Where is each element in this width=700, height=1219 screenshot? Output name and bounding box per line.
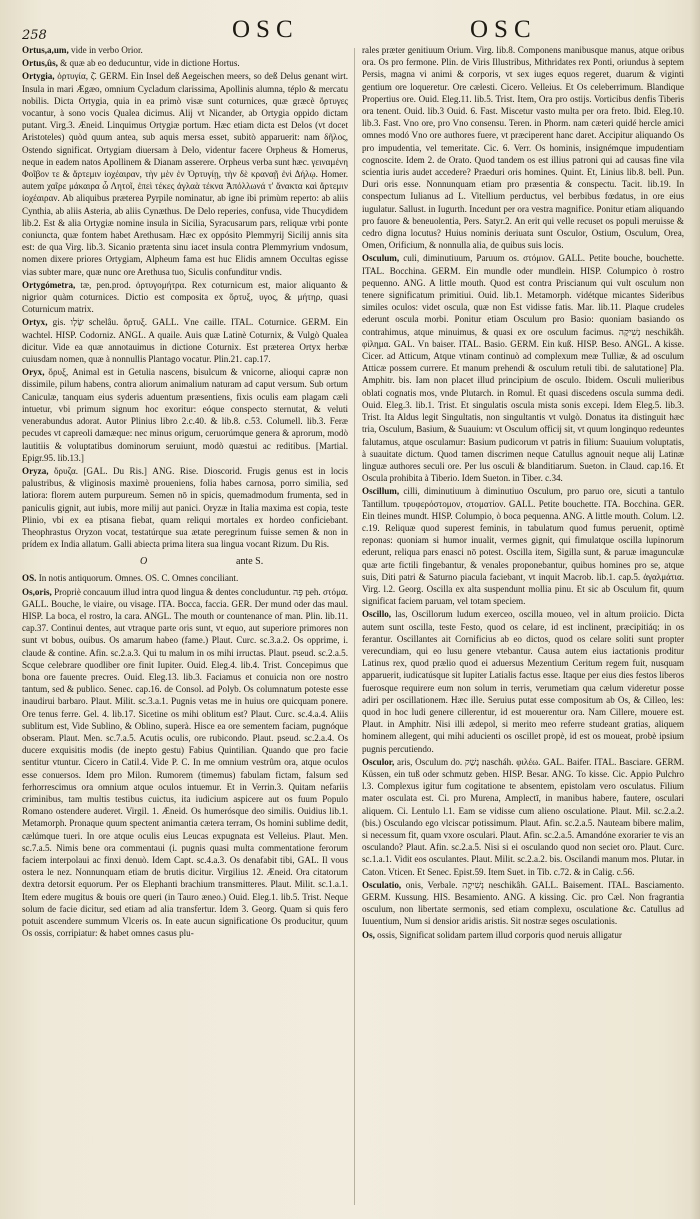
dictionary-entry xyxy=(22,465,348,550)
section-heading-label: ante S. xyxy=(236,556,264,568)
entry-definition: las, Oscillorum ludum exerceo, oscilla moueo, vel in altum proiicio. Dicta autem sunt oscilla, teste Festo, quod os celare, id est inclinent, præcipitiáq; in os ferantur. Oscillantes ait Cornificius ab eo dictos, quod os celare soliti sunt propter verecundiam, qui eo lusu genere vtebantur. Causa autem eius iactationis proditur Latinus rex, quod prælio quod ei aduersus Mezentium Ceritum regem fuit, nusquam apparuerit, iudicatúsque sit Iupiter Latialis factus esse. Itaque per eius dies festos liberos fuerosque requirere eum non solum in terris, verumetiam qua cælum videretur posse adiri per oscillationem. Hæc ille. Seruius putat esse compositum ab Os, & Cilleo, les: quod in hoc ludi genere cillerentur, id est mouerentur ora. Nam Cillere, mouere est. Plaut. in Amphitr. Nisi illi ædepol, si merito meo referre studeant gratias, aliquem hominem allegent, qui mihi aducienti os oscillet propè, id est os moueat, probè ipsium pugnis percutiendo. xyxy=(362,609,684,754)
entry-definition: ossis, Significat solidam partem illud corporis quod neruis alligatur xyxy=(377,929,622,940)
dictionary-entry xyxy=(362,608,684,754)
entry-headword: Oryza, xyxy=(22,465,49,476)
entry-headword: Osculum, xyxy=(362,253,400,264)
dictionary-entry xyxy=(22,366,348,464)
entry-headword: Oscillum, xyxy=(362,486,400,497)
entry-headword: Os, xyxy=(362,929,375,940)
entry-definition: ὀρτυγία, ζ̄. GERM. Ein Insel deß Aegeischen meers, so deß Delus genant wirt. Insula in mari Ægæo, omnium Cycladum clarissima, Apollinis alumna, téplo & mercatu nobilis. Dicta Ortygia, quia in ea primò visæ sunt coturnices, quæ græcè ὄρτυγες vocantur, à sono vocis Qualea dicimus. Alij vt Nicander, ab Ortygia oppido dictam putant. Virg.3. Æneid. Linquimus Ortygiæ portum. Hæc etiam dicta est Delos (vt docet Aristoteles) quòd quum antea, sub aquis mersa esset, subitò apparuerit: nam δῆλος, Ostendo significat. Ortygiam diuersam à Delo, videntur facere Orpheus & Homerus, neque in eadem natos Apollinem & Dianam asserere. Orpheus verba sunt hæc. γειναμένη Φοῖβον τε & ἄρτεμιν ἰοχέαιραν, τὴν μὲν ἐν Ὀρτυγίῃ, τὴν δὲ κραναῇ ἐνὶ Δήλῳ. Homer. autem χαῖρε μάκαιρα ὦ Λητοῖ, ἐπεὶ τέκες ἀγλαὰ τέκνα Ἀπόλλωνά τ' ἄνακτα καὶ ἄρτεμιν ἰοχέαιραν. Ab aliquibus præterea Pyrpile nominatur, ab igne ibi primùm reperto: ab aliis Cynthia, ab aliis Asteria, ab aliis Cynæthus. De Delo reperies, confusa, vide Thucydidem lib.2. Est & alia Ortygiæ nomine insula in Sicilia, Syracusarum pars, reliquæ vrbi ponte coniuncta, quæ fontem habet Arethusam. Hæc ex oppósito Plemmyrij Sicilij annis sita est: de qua Virg. lib.3. Sicanio prætenta sinu iacet insula contra Plemmyrium vndosum, nomen dixere priores Ortygiam, Alpheum fama est huc Elidis amnem Occultas egisse vias subter mare, quæ nunc ore Arethusa tuo, Siculis confunditur vndis. xyxy=(22,71,348,277)
entry-definition: culi, diminutiuum, Paruum os. στόμιον. GALL. Petite bouche, bouchette. ITAL. Bocchina. GERM. Ein mundle oder mundlein. HISP. Columpico ò rostro pequenno. ANG. A little mouth. Quod est contra Priscianum qui vult osculum non tenere significatum primitiui. Ouid. lib.1. Metamorph. vidétque micantes Sideribus similes oculos: videt oscula, quæ non Est vidisse fatis. Mar. lib.11. Plaque crudeles ederunt oscula morbi. Ponitur etiam Osculum pro Basio: quoniam basiando os contrahimus, atque minuimus, & quasi ex ore osculum facimus. נְשִׁיקָה neschikâh. φίλημα. GAL. Vn baiser. ITAL. Basio. GERM. Ein kuß. HISP. Beso. ANGL. A kisse. Cicer. ad Atticum, Atque vtinam continuò ad complexum meæ Tulliæ, & ad osculum Atticæ possem currere. Et manum prehendi & osculum retuli tibi. de salutatione] Pla. Amphitr. bis. Iam non placet illud principium de osculo. Ibidem. Osculi mulieribus oblati cognatis mos, vnde Plutarch. in Romul. Et quasi discedens oscula summa dedi. Ouid. Eleg.3. lib.1. Trist. Et singulatis oscula mista sonis excepi. Idem Eleg.5. lib.3. Trist. Ita Aldus legit Singultatis, non singultantis vt vulgò. Donatus ita distinguit hæc tria, Osculum, Basium, & Suauium: vt Osculum officij sit, vt quum longinquo redeuntes falutamus, atque osculamur: Basium pudicorum vt patris in filium: Suauium voluptatis, à suauitate dictum. Quod tamen discrimen neque Catullus agnouit neque alij Latinæ linguæ authores seculi ore. Per lus osculi & blanditiarum. Sueton. in Claud. cap.16. Et Oscula prohibita à Tiberio. Idem Sueton. in Tiber. c.34. xyxy=(362,253,684,484)
dictionary-entry xyxy=(22,586,348,940)
entry-headword: Oscillo, xyxy=(362,609,392,620)
section-heading-letter: O xyxy=(140,556,148,568)
left-column xyxy=(22,44,348,1213)
entry-headword: OS. xyxy=(22,573,37,584)
dictionary-entry xyxy=(22,316,348,365)
entry-headword: Ortygómetra, xyxy=(22,279,76,290)
dictionary-entry xyxy=(362,756,684,878)
entry-definition: ὄρυξ, Animal est in Getulia nascens, bisulcum & vnicorne, alioqui capræ non dissimile, pilum habens, contra aliorum animalium naturam ad caput versum. Sub ortum Caniculæ, tanquam eius syderis aduentum præsentiens, fixis oculis eam plagam cæli intuetur, vbi primum signum hoc exoritur: eóque conspecto sternutat, & veluti venerabundus adorat. Autor Plinius libro 2.c.40. & lib.8. c.53. Columell. lib.3. Feræ pecudes vt capreoli damæque: nec minus origum, ceruorúmque genera & aprorum, modò lautitiis & voluptatibus dominorum seruiunt, modò quæstui ac reditibus. [Martial. Epigr.95. lib.13.] xyxy=(22,367,348,463)
dictionary-entry xyxy=(362,485,684,607)
entry-headword: Ortyx, xyxy=(22,317,48,328)
entry-headword: Ortus,ûs, xyxy=(22,58,58,69)
page-header xyxy=(0,10,700,43)
entry-definition: onis, Verbale. נְשִׁיקָה neschikâh. GALL. Baisement. ITAL. Basciamento. GERM. Kussung. HIS. Besamiento. ANG. A kissing. Cic. pro Cæl. Non fragrantia osculum, non libertate sermonis, sed etiam complexu, osculatione &c. Catullus ad Iuuentium, Num si densior aridis aristis. Sit nostræ seges osculationis. xyxy=(362,879,684,927)
entry-definition: gis. שְׂלָו schelâu. ὄρτυξ. GALL. Vne caille. ITAL. Coturnice. GERM. Ein wachtel. HISP. Codorniz. ANGL. A quaile. Auis quæ Latinè Coturnix, & Vulgò Qualea dicitur. Vide ea quæ annotauimus in dictione Coturnix. Est præterea Ortyx herbæ cuiusdam nomen, quæ à nonnullis Plantago vocatur. Plin.21. cap.17. xyxy=(22,317,348,365)
dictionary-entry xyxy=(362,44,684,251)
entry-definition: rales præter genitiuum Orium. Virg. lib.8. Componens manibusque manus, atque oribus ora. Os pro fermone. Plin. de Viris Illustribus, Mithridates rex Ponti, oriundus à septem Persis, magna vi animi & corporis, vt sex iuges equos regeret, duarum & viginti gentium ore loqueretur. Ore cælesti. Cicero. Velleius. Et Os celeberrimum. Blandique Propertius ore. Ouid. Eleg.11. lib.5. Trist. Item, Ora pro ostijs. Vorticibus denfis Tiberis ora tenent. Ouid. lib.3 Ouid. 6. Fast. Miscetur vasto multa per ora freto. Ibid. Eleg.10. lib.3. Fast. Vno ore, pro Vno consensu. Teren. in Phorm. nam cæteri quidé hercle amici omnes modó Vno ore authores fuere, vt præciperent hanc daret. Accipitur aliquando Os pro impudentia, vel temeritate. Cic. 6. Verr. Os hominis, insignémque impudentiam cognoscite. Idem 2. de Orato. Quod tandem os est illius patroni qui ad causas fine vila scientia iuris audet accedere? Praeduri oris homines. Quint. Et, Linius lib.8. bell. Pun. Duri oris esse. Nonnunquam etiam pro præsentia & conspectu. Tacit. lib.19. In conspectum Iulianus ad L. Vitellium perductus, vel berbibus fœdatus, in ore eius iugulatur. Sallust. in Iugurth. Incedunt per ora vestra magnifice. Ponitur etiam aliquando pro fauore & beneuolentia, Pers. Satyr.2. An erit qui velle recuset os populi meruisse & cedro digna locutus? Huius nominis deriuata sunt Osculor, Ostium, Osculum, Orea, Omen, Orificium, & nonnulla alia, de quibus suis locis. xyxy=(362,45,684,251)
entry-headword: Osculor, xyxy=(362,756,395,767)
dictionary-entry xyxy=(22,70,348,277)
entry-definition: In notis antiquorum. Omnes. OS. C. Omnes conciliant. xyxy=(38,573,239,584)
right-column xyxy=(362,44,684,1213)
dictionary-entry xyxy=(22,57,348,69)
dictionary-entry xyxy=(362,252,684,484)
dictionary-entry xyxy=(22,44,348,56)
dictionary-entry xyxy=(362,929,684,941)
running-head-left: OSC xyxy=(232,16,299,43)
section-heading xyxy=(22,556,348,568)
column-divider xyxy=(354,48,355,1205)
running-head-right: OSC xyxy=(470,16,537,43)
dictionary-entry xyxy=(22,279,348,316)
entry-headword: Os,oris, xyxy=(22,586,52,597)
entry-definition: vide in verbo Orior. xyxy=(71,45,143,55)
entry-definition: tæ, pen.prod. ὀρτυγομήτρα. Rex coturnicum est, maior aliquanto & nigrior quàm coturnices. Dictio est composita ex ὄρτυξ, υγος, & μήτηρ, quasi Coturnicum matrix. xyxy=(22,279,348,315)
entry-headword: Ortygia, xyxy=(22,71,55,82)
entry-headword: Osculatio, xyxy=(362,879,402,890)
entry-definition: aris, Osculum do. נָשַׁק nascháh. φιλέω. GAL. Baifer. ITAL. Basciare. GERM. Küssen, ein tuß oder schmutz geben. HISP. Besar. ANG. To kisse. Cic. Appio Pulchro l.3. Complexus igitur fum cogitatione te absentem, epistolam vero osculatus. Filium mater osculata est. Ci. pro Murena, Amplectī, in manibus habere, fautere, osculari aliquem. Ci. Lentulo l.1. Eam se vidisse cum alieno osculatione. Plaut. Mil. sc.2.a.2. (bis.) Osculando ego vlciscar potissimum. Plaut. Afin. sc.2.a.5. Nauteam bibere malim, si necessum fit, quam vxore osculari. Plaut. Afin. sc.2.a.5. Amandóne exorarier te vis an osculando? Plaut. Afin. sc.2.a.5. Nisi si ei osculando quod non seciet oro. Plaut. Curc. sc.1.a.1. Vidit eos osculantes. Plaut. Milit. sc.2.a.2. bis. Oscilandi manum mos. Plutar. in Caton. Vticen. Et Senec. Epist.59. Item Suet. in Tib. c.72. & in Calig. c.56. xyxy=(362,756,684,877)
dictionary-entry xyxy=(22,572,348,584)
page-number: 258 xyxy=(22,28,47,43)
page-fold-shadow xyxy=(690,0,700,1219)
dictionary-entry xyxy=(362,879,684,928)
entry-headword: Oryx, xyxy=(22,367,45,378)
entry-definition: & quæ ab eo deducuntur, vide in dictione Hortus. xyxy=(60,58,240,69)
entry-definition: ὄρυζα. [GAL. Du Ris.] ANG. Rise. Dioscorid. Frugis genus est in locis palustribus, & vliginosis maximè proueniens, folia habes carnosa, porro similia, sed latiora: florem autem purpureum. Semen nō in spicis, quemadmodum frumenta, sed in paniculis gignit, aut iubis, more milij aut panici. Oryzæ in Italia maxima est copia, teste Plinio, vbi ex ea ptisana fiebat, quam reliqui mortales ex hordeo conficiebant. Theophrastus Oryzon vocat, testatúrque sua ætate peregrinum fuisse semen & non in prídem ex India allatum. Galli abiecta prima litera sua lingua vocant Rizum. Du Ris. xyxy=(22,465,348,550)
entry-headword: Ortus,a,um, xyxy=(22,45,69,55)
entry-definition: cilli, diminutiuum à diminutiuo Osculum, pro paruo ore, sicuti a tantulo Tantillum. τρυφερόστομον, στοματίον. GALL. Petite bouchette. ITA. Bocchina. GER. Ein tleines mundt. HISP. Columpio, ò boca pequenna. ANG. A little mouth. Colum. l.2. c.19. Reliquæ quod superest feminis, in tabulatum quod fumus peruenit, optimè reponas: quoniam si humor inualit, vermes gignit, qui fimulatque oscilla lupinorum ederunt, reliqua pars enasci nō potest. Oscilla item, Sigilla sunt, & paruæ imagunculæ quæ arte fictili fingebantur, & venales proponebantur, quibus homines pro se, atque suis, Diti patri & Saturno piacula faciebant, vt inquit Macrob. lib.1. cap.5. ἀγαλμάτια. Virg. l.2. Georg. Oscilla ex alta suspendunt mollia pinu. Et sic ab Osculum fit, quum significat faciem paruam, vel totam speciem. xyxy=(362,486,684,607)
entry-definition: Propriè concauum illud intra quod lingua & dentes concluduntur. פֶּה peh. στόμα. GALL. Bouche, le viaire, ou visage. ITA. Bocca, faccia. GER. Der mund oder das maul. HISP. La boca, el rostro, la cara. ANGL. The mouth or countenance of man. Plin. lib.11. cap.37. Continui dentes, aut vtraque parte oris sunt, vt equo, aut superiore primores non sunt vt bobus, ouibus. Os amarum habeo (fame.) Plaut. Curc. sc.3.a.2. Os opprime, i. claude & contine. Afin. sc.2.a.3. Qui tu malum in os mihi irructas. Plaut. pseud. sc.2.a.5. Scque celebrare quodliber ore finit Iupiter. Ouid. Eleg.4. lib.4. Trist. Concepimus que bona ore fauente precres. Ouid. Eleg.13. lib.3. Faciamus et conuicia non ore nostro tantum, sed & publico. Senec. cap.16. de Consol. ad Polyb. Os columnatum poteste esse inaudirui barbaro. Plaut. Milit. sc.3.a.1. Pugnis vetas me in huius ore quicquam ponere. Ore tenus ferre. Gel. 4. lib.17. Sicetine os mihi oblitum est? Plaut. Curc. sc.4.a.4. Aliis sublitum est, Vide Sublino, & Oblino, superà. Hisce ea ore sementem faciam, pugnóque obseram. Plaut. Men. sc.7.a.5. Acutis oculis, ore rubicondo. Plaut. pseud. sc.2.a.4. Os ducere exquisitis modis (de inepto gestu) Fabius Quintilian. Quando que pro facie sentitur vtuntur. Cicero in Catil.4. Vide P. C. In me omnium vestrûm ora, atque oculos esse conuersos. Idem pro Milon. Rumorem (timemus) fabulam fictam, falsum sed ferhorrescimus ora omnium atque oculos intuemur. Et in Verrin.3. Quitam nefariis criminibus, tam multis testibus cuictus, ita iudicium aspicere aut os fuum Populo Romano ostendere auderet. Virgil. 1. Æneid. Os humerósque deo similis. Ouidius lib.1. Metamorph. Pronaque quum spectent animantia cætera terram, Os homini sublime dedit, cælúmque tueri. In ore atque oculis eius Leucas expugnata est Velleius. Plaut. Men. sc.7.a.5. Nimis bene ora commentaui (i. pugnis quasi multa commentatione ferorum faciem interpolaui ac finxi denuò. Idem Capt. sc.4.a.3. Os denafabit tibi, GAL. Il vous ostera le nez. Nonnunquam etiam de brutis dicitur. Virgilius 12. Æneid. Ora citatorum dextra detorsit equorum. Per os Elephanti brachium transmitteres. Plaut. Milit. sc.1.a.1. Item edere mugitus & bouis ore queri (in Tauro æneo.) Ouid. Eleg.1. lib.5. Trist. Neque solum de facie dicitur, sed etiam ad alia transfertur. Idem 3. Georg. Quam si quis fero potuit ascendere summum Vlceris os. In eate aucun significatione Os producitur, quum Os ossis, corripiatur: & habet omnes casus plu- xyxy=(22,586,348,939)
